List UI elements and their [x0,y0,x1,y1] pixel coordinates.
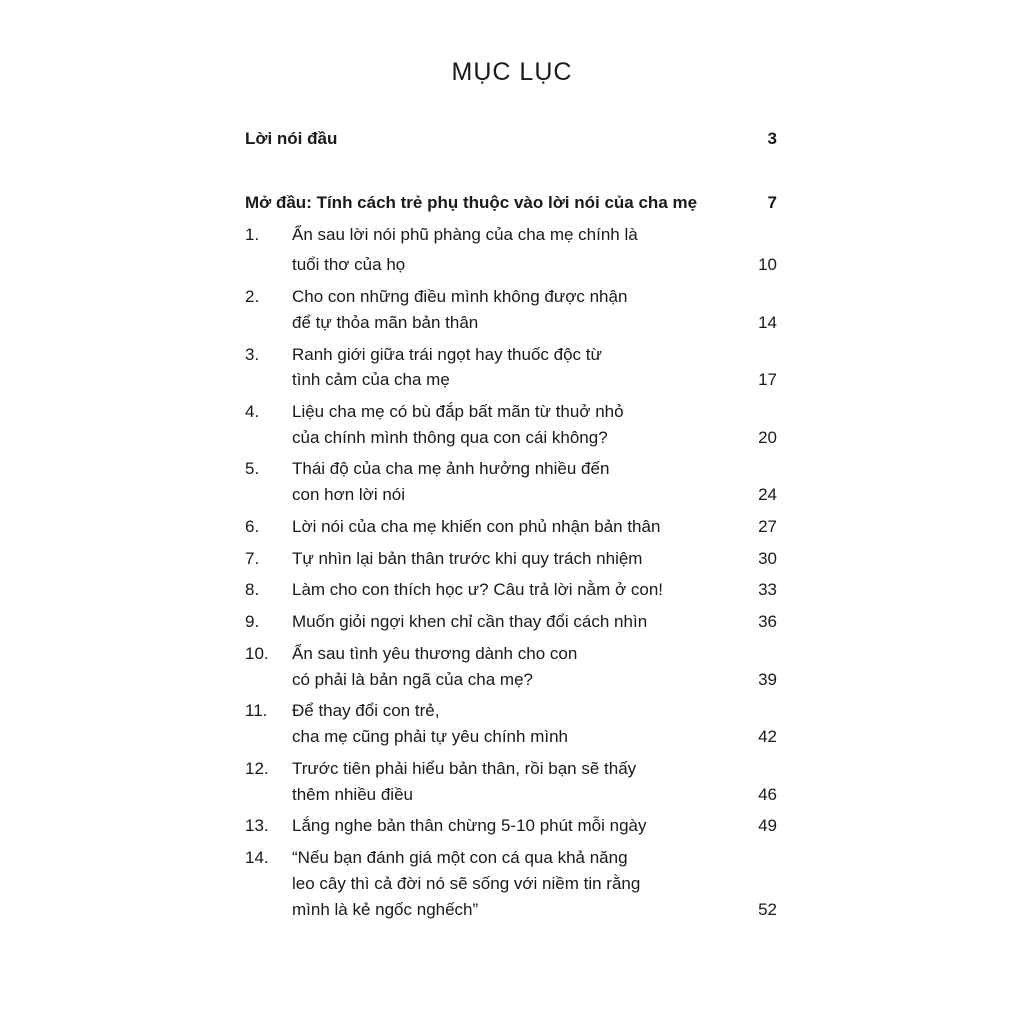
entry-title: Tự nhìn lại bản thân trước khi quy trách nhiệm [292,549,643,568]
toc-entry-line [245,311,777,335]
entry-title: Mở đầu: Tính cách trẻ phụ thuộc vào lời nói của cha mẹ [245,193,698,212]
entry-page-number: 27 [758,517,777,536]
entry-title: Trước tiên phải hiểu bản thân, rồi bạn sẽ thấy [292,759,637,778]
entry-title: Lời nói đầu [245,129,338,148]
toc-entry-line [245,426,777,450]
entry-title: Cho con những điều mình không được nhận [292,287,628,306]
toc-entry-line [245,872,777,896]
entry-number: 12. [245,759,269,778]
toc-entry-line [245,285,777,309]
entry-title: Để thay đổi con trẻ, [292,701,440,720]
entry-title: tình cảm của cha mẹ [292,370,450,389]
entry-page-number: 3 [767,129,777,148]
entry-title: của chính mình thông qua con cái không? [292,428,608,447]
entry-title: Ranh giới giữa trái ngọt hay thuốc độc từ [292,345,602,364]
entry-title: “Nếu bạn đánh giá một con cá qua khả năng [292,848,628,867]
toc-entry-line [245,400,777,424]
entry-number: 14. [245,848,269,867]
entry-number: 1. [245,225,260,244]
toc-entry-line [245,515,777,539]
entry-page-number: 7 [767,193,777,212]
entry-title: Liệu cha mẹ có bù đắp bất mãn từ thuở nhỏ [292,402,624,421]
toc-entry-line [245,223,777,247]
entry-page-number: 39 [758,670,777,689]
toc-entry-line [245,127,777,151]
entry-number: 9. [245,612,260,631]
toc-entry-line [245,483,777,507]
page-title: MỤC LỤC [451,58,573,86]
entry-number: 7. [245,549,260,568]
toc-entry-line [245,578,777,602]
entry-number: 2. [245,287,260,306]
entry-number: 3. [245,345,260,364]
entry-title: Làm cho con thích học ư? Câu trả lời nằm ở con! [292,580,664,599]
entry-number: 13. [245,816,269,835]
entry-number: 4. [245,402,260,421]
entry-page-number: 10 [758,255,777,274]
entry-number: 6. [245,517,260,536]
entry-page-number: 20 [758,428,777,447]
toc-entry-line [245,757,777,781]
entry-page-number: 30 [758,549,777,568]
entry-page-number: 52 [758,900,777,919]
entry-title: Muốn giỏi ngợi khen chỉ cần thay đổi cách nhìn [292,612,648,631]
entry-title: Lời nói của cha mẹ khiến con phủ nhận bản thân [292,517,661,536]
entry-page-number: 46 [758,785,777,804]
entry-number: 10. [245,644,269,663]
toc-entry-line [245,783,777,807]
toc-entry-line [245,253,777,277]
entry-title: Ẩn sau lời nói phũ phàng của cha mẹ chính là [292,225,638,244]
entry-title: Lắng nghe bản thân chừng 5-10 phút mỗi ngày [292,816,647,835]
entry-page-number: 36 [758,612,777,631]
toc-entry-line [245,814,777,838]
entry-page-number: 24 [758,485,777,504]
toc-entry-line [245,898,777,922]
entry-title: Ẩn sau tình yêu thương dành cho con [292,644,578,663]
entry-title: con hơn lời nói [292,485,406,504]
toc-entry-line [245,699,777,723]
entry-title: để tự thỏa mãn bản thân [292,313,479,332]
entry-page-number: 42 [758,727,777,746]
entry-title: cha mẹ cũng phải tự yêu chính mình [292,727,568,746]
toc-entry-line [245,846,777,870]
entry-title: Thái độ của cha mẹ ảnh hưởng nhiều đến [292,459,610,478]
entry-page-number: 49 [758,816,777,835]
entry-page-number: 33 [758,580,777,599]
toc-entry-line [245,191,777,215]
entry-number: 11. [245,701,268,720]
toc-entry-line [245,457,777,481]
toc-entry-line [245,343,777,367]
entry-title: tuổi thơ của họ [292,255,406,274]
toc-entry-line [245,668,777,692]
toc-entry-line [245,642,777,666]
entry-number: 8. [245,580,260,599]
entry-page-number: 17 [758,370,777,389]
entry-number: 5. [245,459,260,478]
toc-entry-line [245,368,777,392]
toc-entry-line [245,725,777,749]
toc-entry-line [245,547,777,571]
entry-title: thêm nhiều điều [292,785,413,804]
toc-entry-line [245,610,777,634]
entry-title: có phải là bản ngã của cha mẹ? [292,670,534,689]
entry-title: leo cây thì cả đời nó sẽ sống với niềm tin rằng [292,874,641,893]
entry-title: mình là kẻ ngốc nghếch” [292,900,479,919]
entry-page-number: 14 [758,313,777,332]
